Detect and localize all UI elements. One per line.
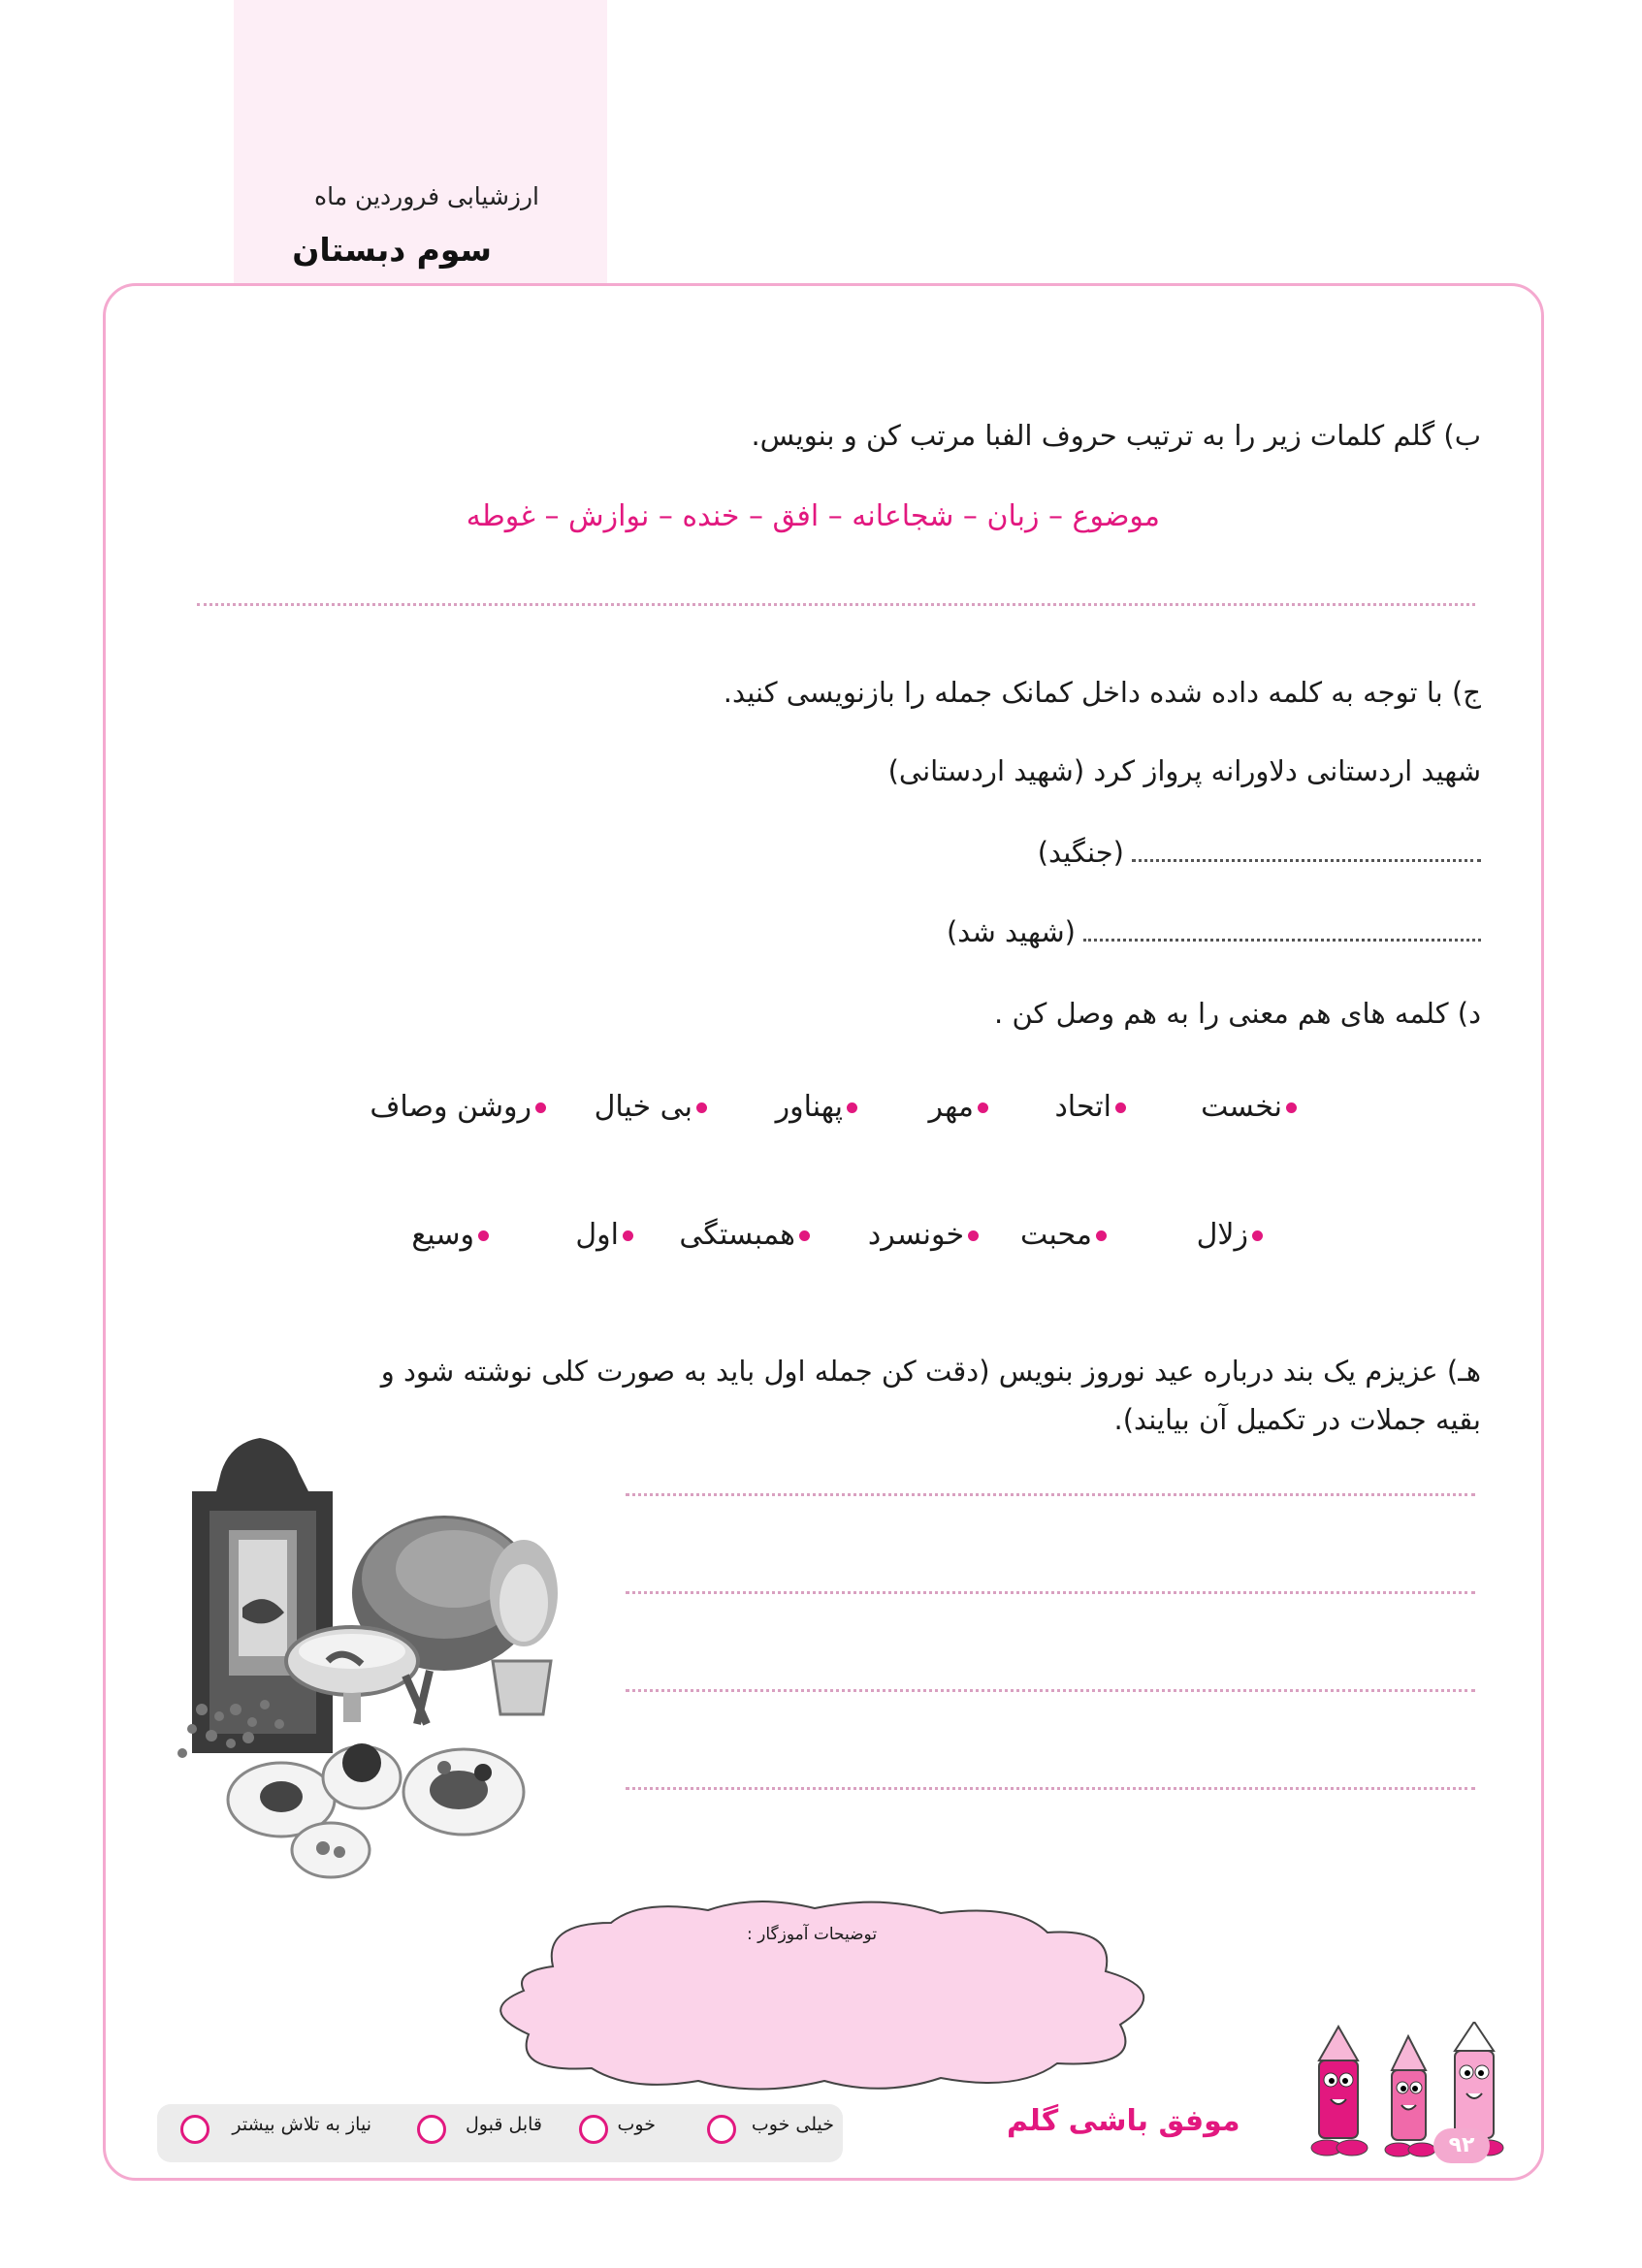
good-luck-message: موفق باشی گلم xyxy=(1007,2104,1240,2138)
blank-hint: (جنگید) xyxy=(1037,836,1124,869)
rating-option-acceptable[interactable] xyxy=(417,2115,446,2144)
bullet-dot xyxy=(478,1230,489,1241)
section-h-instruction-2: بقیه جملات در تکمیل آن بیایند). xyxy=(1113,1403,1481,1436)
section-j-blank-2[interactable] xyxy=(947,915,1481,948)
bullet-dot xyxy=(623,1230,633,1241)
match-word-right[interactable]: همبستگی xyxy=(679,1218,810,1252)
rating-option-very-good[interactable] xyxy=(707,2115,736,2144)
rating-label-needs-effort: نیاز به تلاش بیشتر xyxy=(232,2114,371,2135)
teacher-notes-label: توضیحات آموزگار : xyxy=(747,1925,878,1944)
match-word-right[interactable]: محبت xyxy=(1020,1218,1107,1252)
rating-label-acceptable: قابل قبول xyxy=(465,2114,542,2135)
rating-label-good: خوب xyxy=(617,2114,656,2135)
match-word-right[interactable]: اول xyxy=(575,1218,633,1252)
rating-option-good[interactable] xyxy=(579,2115,608,2144)
match-word-left[interactable]: پهناور xyxy=(776,1090,857,1124)
bullet-dot xyxy=(847,1102,857,1113)
haft-sin-photo xyxy=(163,1433,609,1899)
section-j-example: شهید اردستانی دلاورانه پرواز کرد (شهید اردستانی) xyxy=(887,754,1481,787)
match-word-right[interactable]: خونسرد xyxy=(868,1218,979,1252)
section-h-instruction-1: هـ) عزیزم یک بند درباره عید نوروز بنویس (دقت کن جمله اول باید به صورت کلی نوشته شود و xyxy=(380,1355,1481,1388)
bullet-dot xyxy=(1252,1230,1263,1241)
match-word-right[interactable]: زلال xyxy=(1197,1218,1263,1252)
section-j-blank-1[interactable] xyxy=(1038,836,1481,869)
match-word-left[interactable]: روشن وصاف xyxy=(370,1090,546,1124)
grade-title: سوم دبستان xyxy=(292,231,492,269)
section-j-instruction: ج) با توجه به کلمه داده شده داخل کمانک جمله را بازنویسی کنید. xyxy=(723,676,1481,709)
bullet-dot xyxy=(799,1230,810,1241)
answer-line[interactable] xyxy=(626,1787,1475,1790)
match-word-right[interactable]: وسیع xyxy=(411,1218,489,1252)
match-word-left[interactable]: مهر xyxy=(929,1090,988,1124)
bullet-dot xyxy=(696,1102,707,1113)
answer-line[interactable] xyxy=(626,1591,1475,1594)
blank-hint: (شهید شد) xyxy=(946,915,1076,948)
section-b-word-list: موضوع – زبان – شجاعانه – افق – خنده – نوازش – غوطه xyxy=(466,499,1160,533)
bullet-dot xyxy=(535,1102,546,1113)
answer-line[interactable] xyxy=(197,603,1475,606)
assessment-subtitle: ارزشیابی فروردین ماه xyxy=(313,182,539,210)
blank-dots xyxy=(1132,859,1481,862)
match-word-left[interactable]: نخست xyxy=(1201,1090,1297,1124)
bullet-dot xyxy=(978,1102,988,1113)
bullet-dot xyxy=(1096,1230,1107,1241)
section-d-instruction: د) کلمه های هم معنی را به هم وصل کن . xyxy=(994,997,1481,1030)
bullet-dot xyxy=(968,1230,979,1241)
section-b-instruction: ب) گلم کلمات زیر را به ترتیب حروف الفبا مرتب کن و بنویس. xyxy=(751,419,1481,452)
rating-option-needs-effort[interactable] xyxy=(180,2115,209,2144)
match-word-left[interactable]: اتحاد xyxy=(1054,1090,1126,1124)
bullet-dot xyxy=(1115,1102,1126,1113)
page-number: ۹۲ xyxy=(1433,2128,1490,2163)
rating-label-very-good: خیلی خوب xyxy=(751,2114,834,2135)
blank-dots xyxy=(1083,939,1481,942)
bullet-dot xyxy=(1286,1102,1297,1113)
match-word-left[interactable]: بی خیال xyxy=(595,1090,707,1124)
answer-line[interactable] xyxy=(626,1493,1475,1496)
answer-line[interactable] xyxy=(626,1689,1475,1692)
pencil-mascots-illustration xyxy=(1290,2022,1537,2167)
